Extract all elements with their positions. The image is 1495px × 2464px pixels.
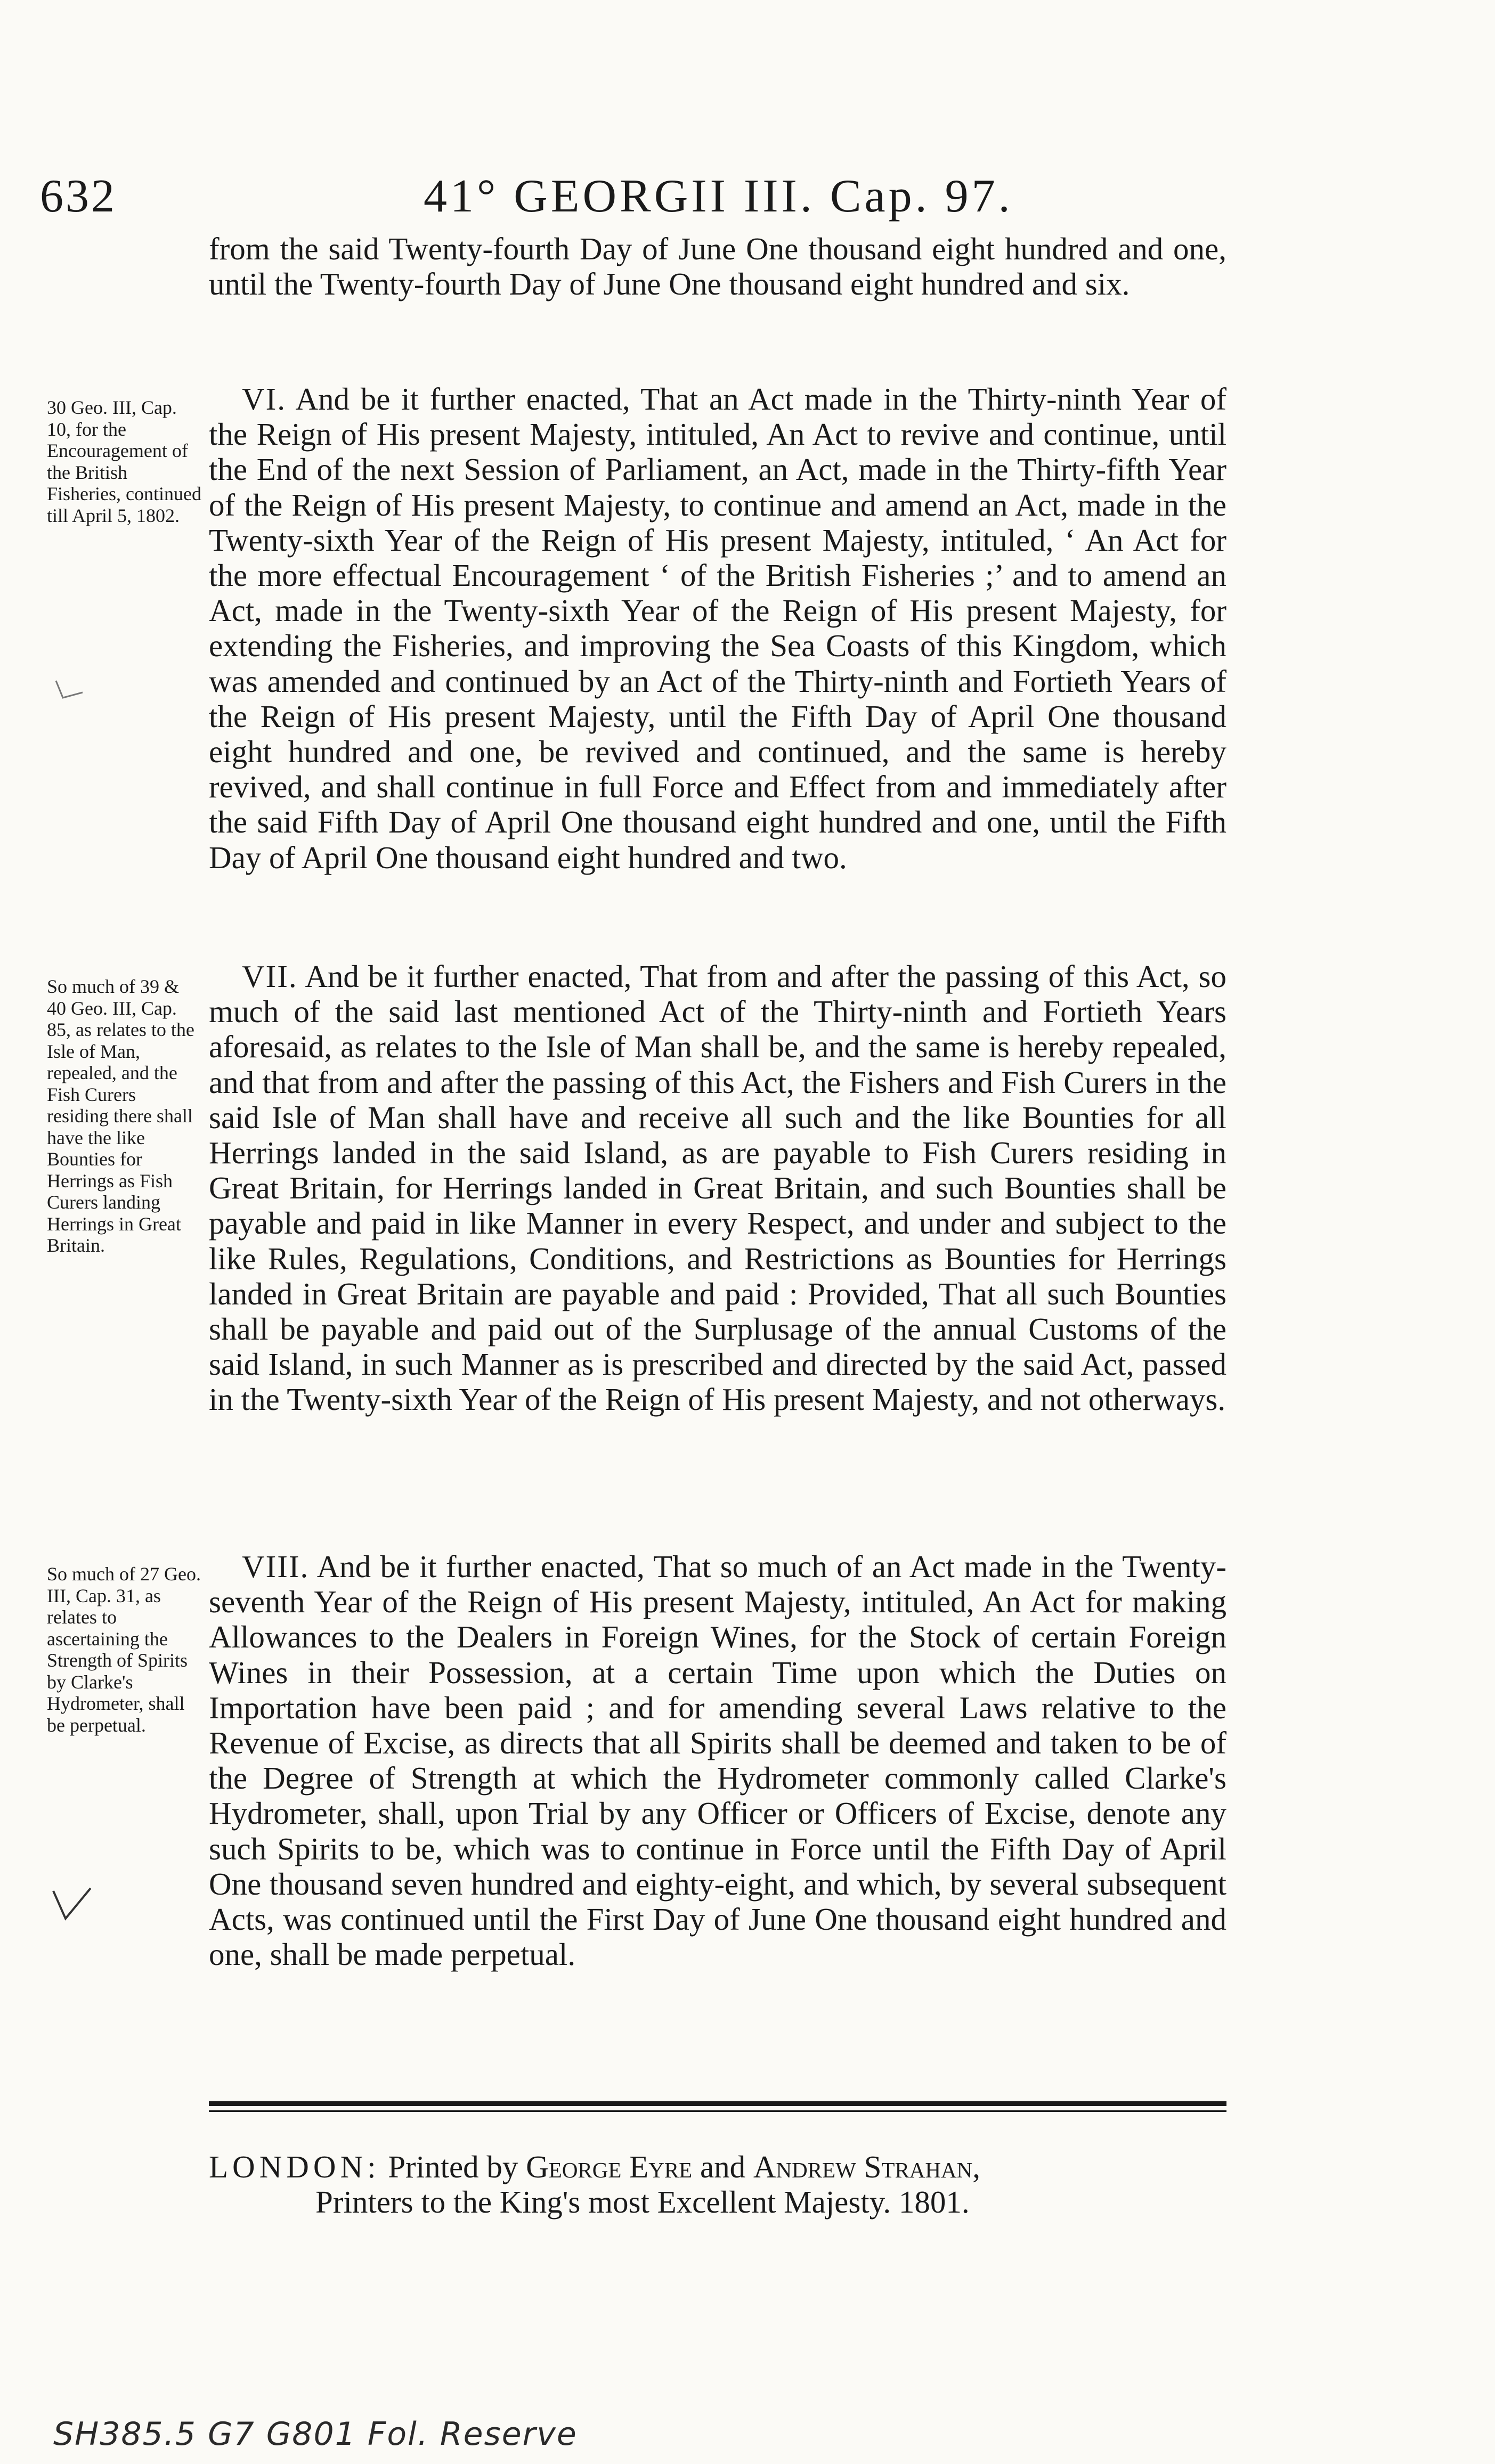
section-8-text: And be it further enacted, That so much of an Act made in the Twenty-seventh Year of the Reign of His present Majesty, intituled, An Act for making Allowances to the Dealers in Foreign Wines, for the Stock of certain Foreign Wines in their Possession, at a certain Time upon which the Duties on Importation have been paid ; and for amending several Laws relative to the Revenue of Excise, as directs that all Spirits shall be deemed and taken to be of the Degree of Strength at which the Hydrometer commonly called Clarke's Hydrometer, shall, upon Trial by any Officer or Officers of Excise, denote any such Spirits to be, which was to continue in Force until the Fifth Day of April One thousand seven hundred and eighty-eight, and which, by several subsequent Acts, was continued until the First Day of June One thousand eight hundred and one, shall be made perpetual.	[209, 1549, 1227, 1972]
section-8	[209, 1549, 1226, 1972]
closing-rule-thick	[209, 2101, 1226, 2106]
section-7	[209, 959, 1226, 1417]
handwritten-shelfmark: SH385.5 G7 G801 Fol. Reserve	[53, 2416, 578, 2453]
imprint-london: LONDON:	[209, 2149, 380, 2184]
section-7-number: VII.	[242, 959, 298, 994]
continuation-paragraph: from the said Twenty-fourth Day of June One thousand eight hundred and one, until the Twenty-fourth Day of June One thousand eight hundred and six.	[209, 231, 1226, 302]
section-8-number: VIII.	[242, 1549, 310, 1584]
imprint-and: and	[700, 2149, 746, 2184]
side-note-section-7: So much of 39 & 40 Geo. III, Cap. 85, as relates to the Isle of Man, repealed, and the Fish Curers residing there shall have the like Bounties for Herrings as Fish Curers landing Herrings in Great Britain.	[47, 976, 194, 1256]
imprint-printer-2: Andrew Strahan,	[753, 2149, 980, 2184]
imprint-printed-by: Printed by	[388, 2149, 518, 2184]
section-6-text: And be it further enacted, That an Act made in the Thirty-ninth Year of the Reign of His present Majesty, intituled, An Act to revive and continue, until the End of the next Session of Parliament, an Act, made in the Thirty-fifth Year of the Reign of His present Majesty, to continue and amend an Act, made in the Twenty-sixth Year of the Reign of His present Majesty, intituled, ‘ An Act for the more effectual Encouragement ‘ of the British Fisheries ;’ and to amend an Act, made in the Twenty-sixth Year of the Reign of His present Majesty, for extending the Fisheries, and improving the Sea Coasts of this Kingdom, which was amended and continued by an Act of the Thirty-ninth and Fortieth Years of the Reign of His present Majesty, until the Fifth Day of April One thousand eight hundred and one, be revived and continued, and the same is hereby revived, and shall continue in full Force and Effect from and immediately after the said Fifth Day of April One thousand eight hundred and one, until the Fifth Day of April One thousand eight hundred and two.	[209, 381, 1227, 875]
closing-rule-thin	[209, 2110, 1226, 2112]
imprint-line-1	[209, 2149, 1226, 2184]
side-note-section-8: So much of 27 Geo. III, Cap. 31, as relates to ascertaining the Strength of Spirits by Clarke's Hydrometer, shall be perpetual.	[47, 1563, 201, 1736]
pencil-tick-mark-icon	[53, 676, 85, 703]
running-head: 41° GEORGII III. Cap. 97.	[424, 170, 1013, 222]
section-6-number: VI.	[242, 381, 287, 417]
imprint-line-2: Printers to the King's most Excellent Majesty. 1801.	[315, 2184, 970, 2220]
page-header	[40, 169, 1106, 228]
section-6	[209, 381, 1226, 875]
page-number: 632	[40, 170, 117, 222]
printer-imprint	[209, 2149, 1226, 2220]
side-note-section-6: 30 Geo. III, Cap. 10, for the Encouragement of the British Fisheries, continued till April 5, 1802.	[47, 397, 201, 526]
imprint-printer-1: George Eyre	[526, 2149, 693, 2184]
section-7-text: And be it further enacted, That from and after the passing of this Act, so much of the said last mentioned Act of the Thirty-ninth and Fortieth Years aforesaid, as relates to the Isle of Man shall be, and the same is hereby repealed, and that from and after the passing of this Act, the Fishers and Fish Curers in the said Isle of Man shall have and receive all such and the like Bounties for all Herrings landed in the said Island, as are payable to Fish Curers residing in Great Britain, for Herrings landed in Great Britain, and such Bounties shall be payable and paid in like Manner in every Respect, and under and subject to the like Rules, Regulations, Conditions, and Restrictions as Bounties for Herrings landed in Great Britain are payable and paid : Provided, That all such Bounties shall be payable and paid out of the Surplusage of the annual Customs of the said Island, in such Manner as is prescribed and directed by the said Act, passed in the Twenty-sixth Year of the Reign of His present Majesty, and not otherways.	[209, 959, 1227, 1417]
pencil-check-mark-icon	[51, 1886, 93, 1923]
